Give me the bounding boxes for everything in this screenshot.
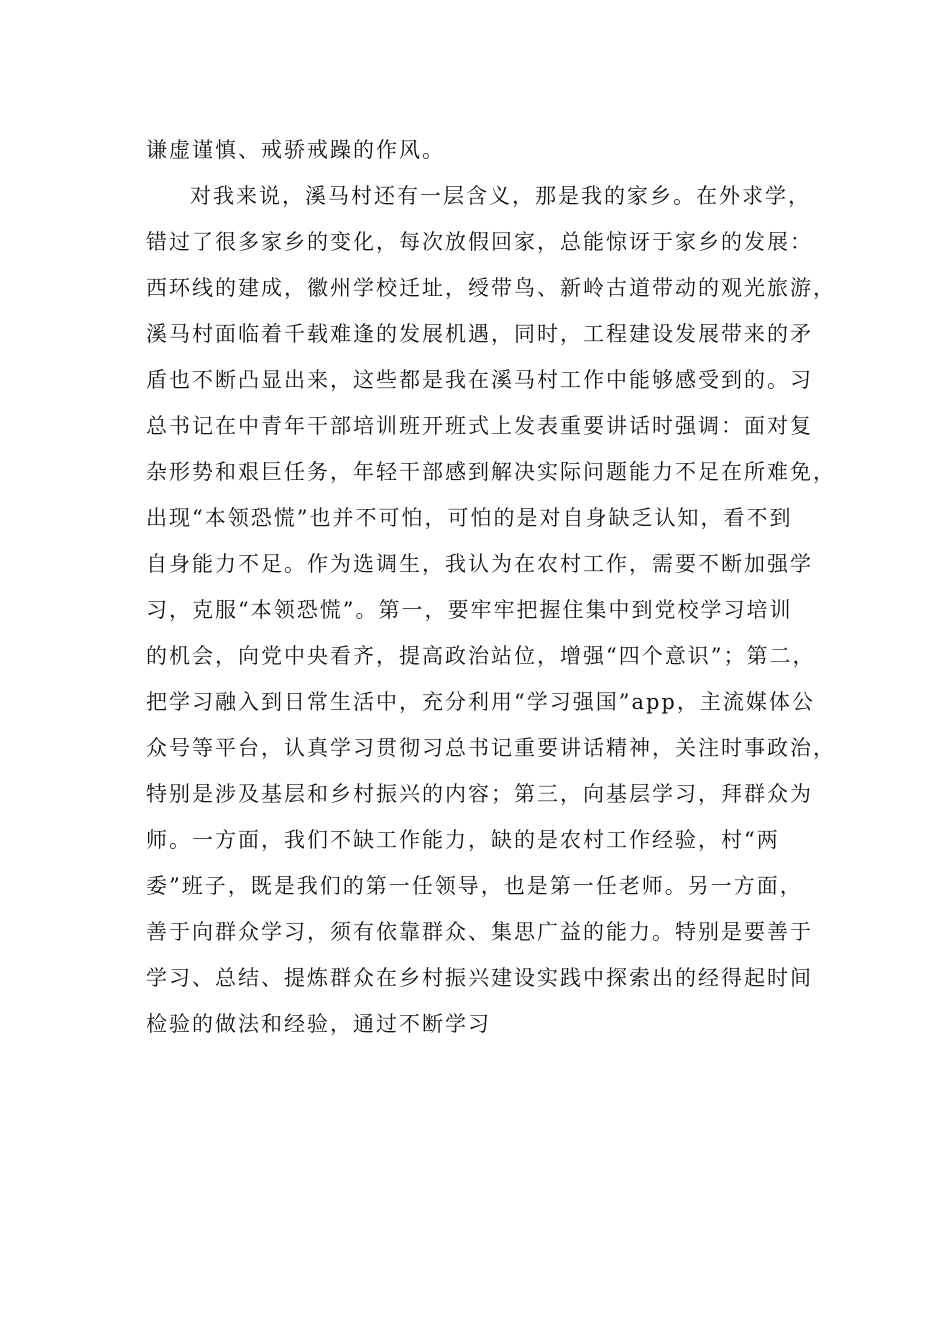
text-line: 委”班子，既是我们的第一任领导，也是第一任老师。另一方面， xyxy=(146,874,803,898)
text-line: 杂形势和艰巨任务，年轻干部感到解决实际问题能力不足在所难免， xyxy=(146,460,836,484)
text-line: 善于向群众学习，须有依靠群众、集思广益的能力。特别是要善于 xyxy=(146,920,813,944)
text-line: 西环线的建成，徽州学校迁址，绶带鸟、新岭古道带动的观光旅游， xyxy=(146,276,836,300)
text-line: 谦虚谨慎、戒骄戒躁的作风。 xyxy=(146,138,445,162)
text-line: 错过了很多家乡的变化，每次放假回家，总能惊讶于家乡的发展： xyxy=(146,230,813,254)
text-line: 学习、总结、提炼群众在乡村振兴建设实践中探索出的经得起时间 xyxy=(146,966,813,990)
text-line: 检验的做法和经验，通过不断学习 xyxy=(146,1012,491,1036)
text-line: 众号等平台，认真学习贯彻习总书记重要讲话精神，关注时事政治， xyxy=(146,736,836,760)
text-line: 盾也不断凸显出来，这些都是我在溪马村工作中能够感受到的。习 xyxy=(146,368,813,392)
text-line: 总书记在中青年干部培训班开班式上发表重要讲话时强调：面对复 xyxy=(146,414,813,438)
text-line: 把学习融入到日常生活中，充分利用“学习强国”app，主流媒体公 xyxy=(146,690,815,714)
paragraph-start-line: 对我来说，溪马村还有一层含义，那是我的家乡。在外求学， xyxy=(190,184,811,208)
body-text xyxy=(146,127,836,1047)
text-line: 的机会，向党中央看齐，提高政治站位，增强“四个意识”；第二， xyxy=(146,644,816,668)
text-line: 自身能力不足。作为选调生，我认为在农村工作，需要不断加强学 xyxy=(146,552,813,576)
text-line: 习，克服“本领恐慌”。第一，要牢牢把握住集中到党校学习培训 xyxy=(146,598,793,622)
text-line: 出现“本领恐慌”也并不可怕，可怕的是对自身缺乏认知，看不到 xyxy=(146,506,793,530)
text-line: 溪马村面临着千载难逢的发展机遇，同时，工程建设发展带来的矛 xyxy=(146,322,813,346)
text-line: 师。一方面，我们不缺工作能力，缺的是农村工作经验，村“两 xyxy=(146,828,780,852)
text-line: 特别是涉及基层和乡村振兴的内容；第三，向基层学习，拜群众为 xyxy=(146,782,813,806)
